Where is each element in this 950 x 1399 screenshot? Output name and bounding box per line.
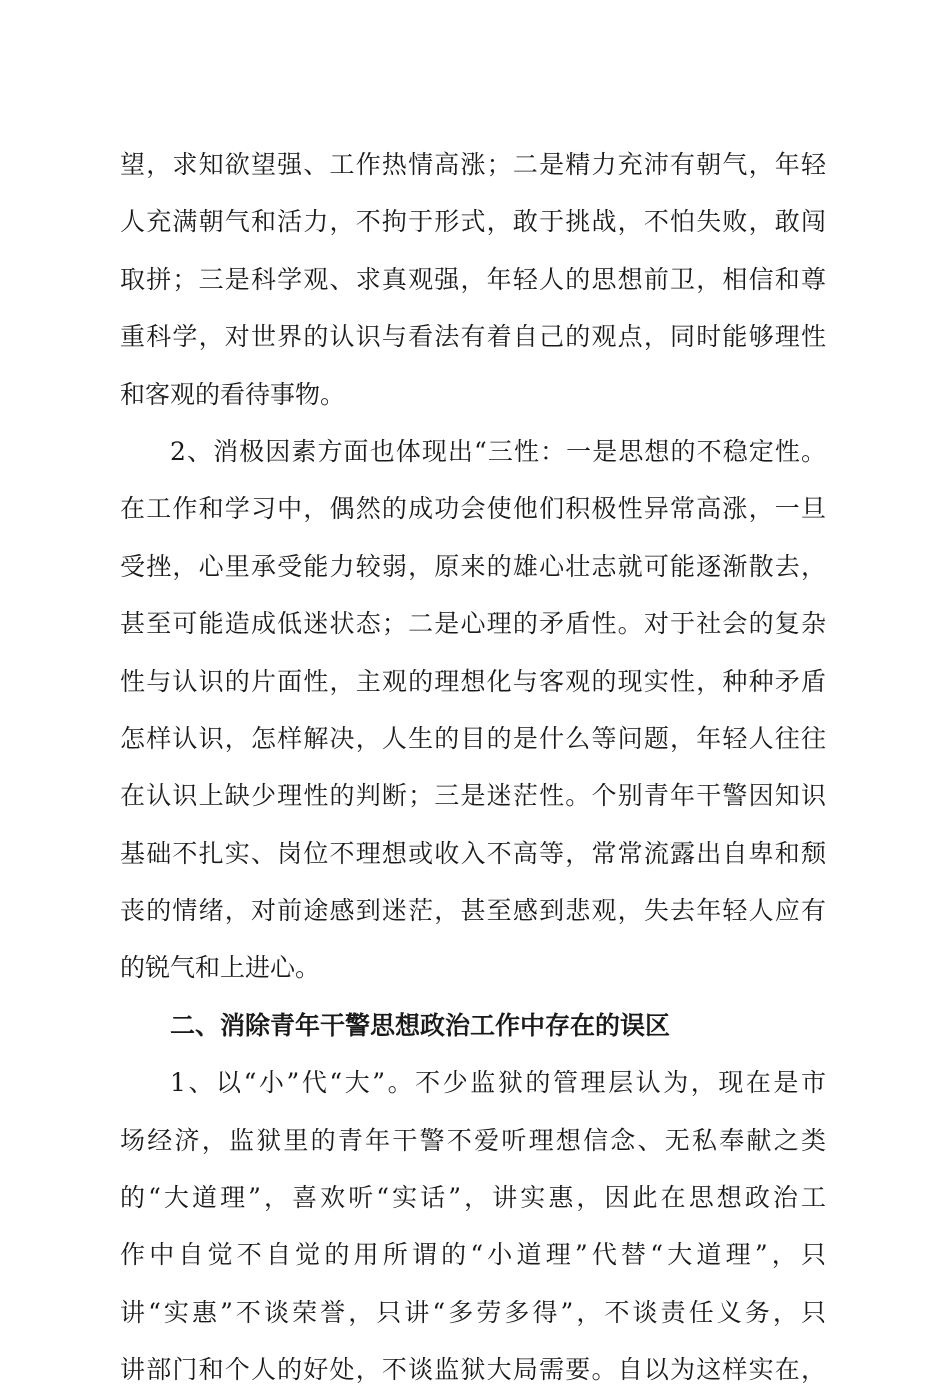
text-line: 人充满朝气和活力，不拘于形式，敢于挑战，不怕失败，敢闯 [120,207,826,237]
text-line: 1、以“小”代“大”。不少监狱的管理层认为，现在是市 [170,1068,826,1098]
text-line: 性与认识的片面性，主观的理想化与客观的现实性，种种矛盾 [120,666,826,696]
text-line: 取拼；三是科学观、求真观强，年轻人的思想前卫，相信和尊 [120,264,826,294]
text-line: 受挫，心里承受能力较弱，原来的雄心壮志就可能逐渐散去， [120,551,826,581]
document-body [120,136,826,1399]
text-line: 重科学，对世界的认识与看法有着自己的观点，同时能够理性 [120,322,826,352]
text-line: 场经济，监狱里的青年干警不爱听理想信念、无私奉献之类 [120,1125,826,1155]
text-line: 和客观的看待事物。 [120,379,346,409]
text-line: 在认识上缺少理性的判断；三是迷茫性。个别青年干警因知识 [120,781,826,811]
text-line: 2、消极因素方面也体现出“三性：一是思想的不稳定性。 [170,436,826,466]
text-line: 甚至可能造成低迷状态；二是心理的矛盾性。对于社会的复杂 [120,609,826,639]
text-line: 作中自觉不自觉的用所谓的“小道理”代替“大道理”，只 [120,1240,826,1270]
text-line: 基础不扎实、岗位不理想或收入不高等，常常流露出自卑和颓 [120,838,826,868]
text-line: 丧的情绪，对前途感到迷茫，甚至感到悲观，失去年轻人应有 [120,896,826,926]
text-line: 在工作和学习中，偶然的成功会使他们积极性异常高涨，一旦 [120,494,826,524]
section-heading: 二、消除青年干警思想政治工作中存在的误区 [170,1010,671,1040]
paragraph-misconception-1 [120,1054,826,1398]
text-line: 怎样认识，怎样解决，人生的目的是什么等问题，年轻人往往 [120,723,826,753]
text-line: 的锐气和上进心。 [120,953,321,983]
text-line: 望，求知欲望强、工作热情高涨；二是精力充沛有朝气，年轻 [120,150,826,179]
text-line: 讲部门和个人的好处，不谈监狱大局需要。自以为这样实在， [120,1355,826,1385]
text-line: 的“大道理”，喜欢听“实话”，讲实惠，因此在思想政治工 [120,1183,826,1213]
paragraph-positive-factors [120,136,826,423]
text-line: 讲“实惠”不谈荣誉，只讲“多劳多得”，不谈责任义务，只 [120,1297,826,1327]
paragraph-negative-factors [120,423,826,997]
